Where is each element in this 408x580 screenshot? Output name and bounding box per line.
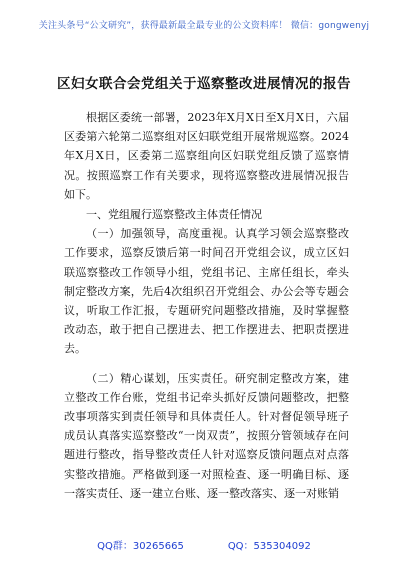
qq-number-text: QQ：535304092 xyxy=(227,541,311,552)
subsection-paragraph-1: （一）加强领导，高度重视。认真学习领会巡察整改工作要求，巡察反馈后第一时间召开党组会议，成立区妇联巡察整改工作领导小组，党组书记、主席任组长，牵头制定整改方案，先后4次组织召开党组会、办公会等专题会议，听取工作汇报，专题研究问题整改措施，及时掌握整改动态，敢于把自己摆进去、把工作摆进去、把职责摆进去。 xyxy=(64,227,349,356)
promo-banner: 关注头条号“公文研究”，获得最新最全最专业的公文资料库！ 微信：gongwenyj xyxy=(38,21,370,31)
qq-group-text: QQ群：30265665 xyxy=(97,541,184,552)
intro-paragraph: 根据区委统一部署，2023年X月X日至X月X日，六届区委第六轮第二巡察组对区妇联党组开展常规巡察。2024年X月X日，区委第二巡察组向区妇联党组反馈了巡察情况。按照巡察工作有关要求，现将巡察整改进展情况报告如下。 xyxy=(64,111,349,201)
document-title: 区妇女联合会党组关于巡察整改进展情况的报告 xyxy=(57,76,351,92)
document-body xyxy=(64,108,349,503)
contact-footer xyxy=(0,537,408,552)
subsection-paragraph-2: （二）精心谋划，压实责任。研究制定整改方案，建立整改工作台账，党组书记牵头抓好反馈问题整改，把整改事项落实到责任领导和具体责任人。针对督促领导班子成员认真落实巡察整改“一岗双责”，按照分管领域存在问题进行整改，指导整改责任人针对巡察反馈问题点对点落实整改措施。严格做到逐一对照检查、逐一明确目标、逐一落实责任、逐一建立台账、逐一整改落实、逐一对账销 xyxy=(64,371,349,500)
section-heading: 一、党组履行巡察整改主体责任情况 xyxy=(86,208,262,222)
